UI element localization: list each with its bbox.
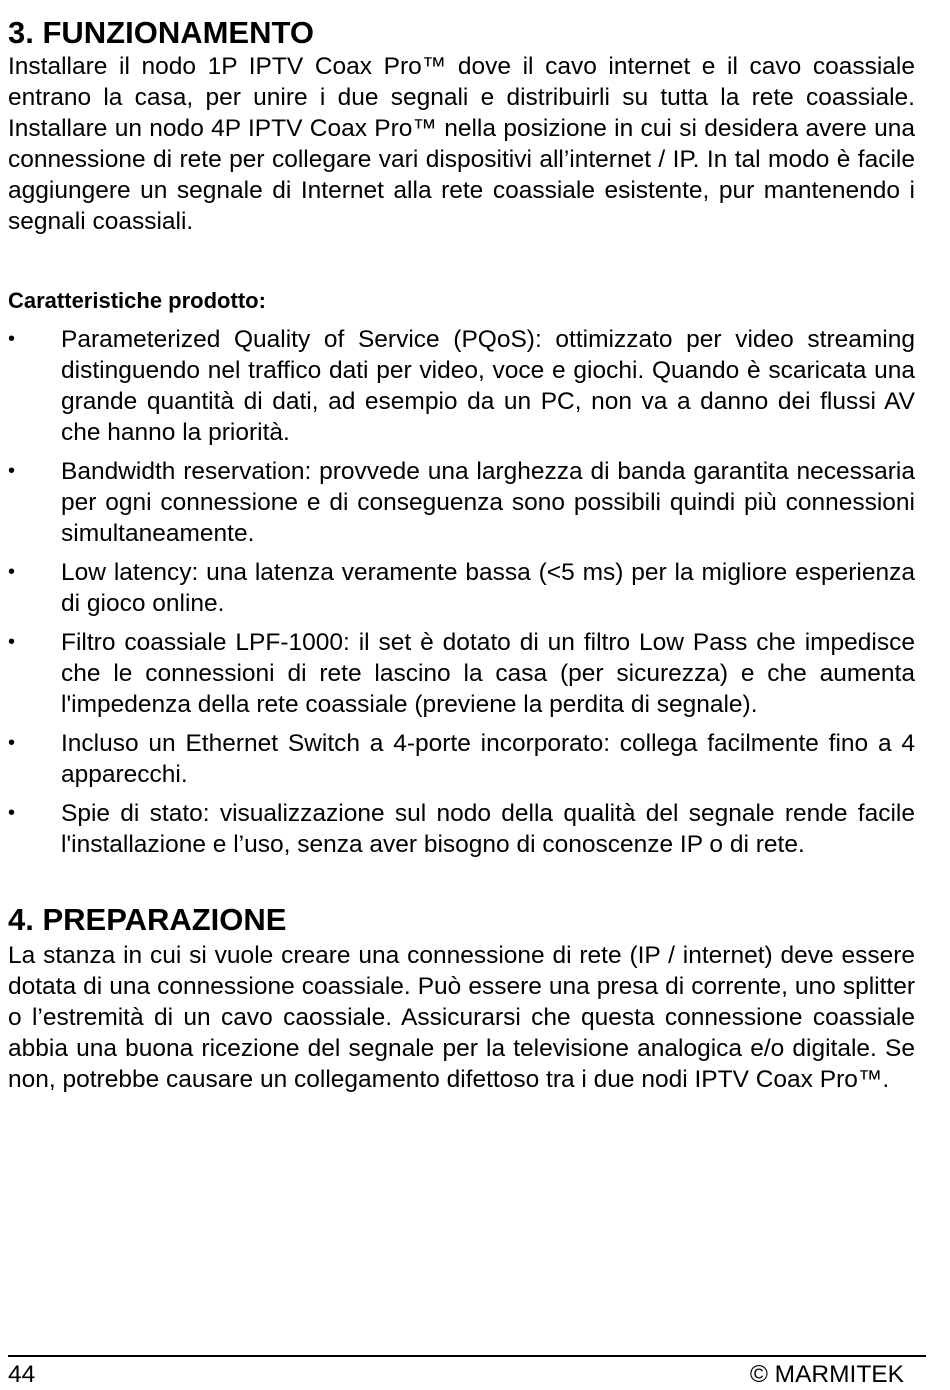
feature-item [8, 557, 915, 619]
page-number: 44 [8, 1361, 36, 1388]
section-4-body: La stanza in cui si vuole creare una connessione di rete (IP / internet) deve essere dotata di una connessione coassiale. Può essere una presa di corrente, uno splitter o l’estremità di un cavo caossiale. Assicurarsi che questa connessione coassiale abbia una buona ricezione del segnale per la televisione analogica e/o digitale. Se non, potrebbe causare un collegamento difettoso tra i due nodi IPTV Coax Pro™. [8, 942, 915, 1093]
section-4-title: 4. PREPARAZIONE [8, 902, 287, 937]
feature-item [8, 456, 915, 549]
feature-text: Parameterized Quality of Service (PQoS): ottimizzato per video streaming distinguendo nel traffico dati per video, voce e giochi. Quando è scaricata una grande quantità di dati, ad esempio da un PC, non va a danno dei flussi AV che hanno la priorità. [61, 326, 915, 446]
feature-item [8, 798, 915, 860]
feature-text: Spie di stato: visualizzazione sul nodo della qualità del segnale rende facile l'installazione e l’uso, senza aver bisogno di conoscenze IP o di rete. [61, 800, 915, 858]
feature-item [8, 627, 915, 720]
features-list [8, 324, 915, 860]
bullet-icon: • [8, 631, 16, 653]
feature-item [8, 324, 915, 448]
document-page [8, 0, 915, 1095]
bullet-icon: • [8, 732, 16, 754]
feature-text: Low latency: una latenza veramente bassa (<5 ms) per la migliore esperienza di gioco online. [61, 559, 915, 617]
bullet-icon: • [8, 460, 16, 482]
feature-text: Bandwidth reservation: provvede una larghezza di banda garantita necessaria per ogni connessione e di conseguenza sono possibili quindi più connessioni simultaneamente. [61, 458, 915, 547]
feature-item [8, 728, 915, 790]
feature-text: Filtro coassiale LPF-1000: il set è dotato di un filtro Low Pass che impedisce che le connessioni di rete lascino la casa (per sicurezza) e che aumenta l'impedenza della rete coassiale (previene la perdita di segnale). [61, 629, 915, 718]
footer-divider [8, 1355, 926, 1357]
features-heading: Caratteristiche prodotto: [8, 288, 266, 313]
bullet-icon: • [8, 328, 16, 350]
bullet-icon: • [8, 802, 16, 824]
section-3-intro: Installare il nodo 1P IPTV Coax Pro™ dove il cavo internet e il cavo coassiale entrano la casa, per unire i due segnali e distribuirli su tutta la rete coassiale. Installare un nodo 4P IPTV Coax Pro™ nella posizione in cui si desidera avere una connessione di rete per collegare vari dispositivi all’internet / IP. In tal modo è facile aggiungere un segnale di Internet alla rete coassiale esistente, pur mantenendo i segnali coassiali. [8, 53, 915, 235]
bullet-icon: • [8, 561, 16, 583]
feature-text: Incluso un Ethernet Switch a 4-porte incorporato: collega facilmente fino a 4 apparecchi. [61, 730, 915, 788]
section-3-title: 3. FUNZIONAMENTO [8, 15, 314, 50]
copyright-notice: © MARMITEK [749, 1361, 904, 1388]
